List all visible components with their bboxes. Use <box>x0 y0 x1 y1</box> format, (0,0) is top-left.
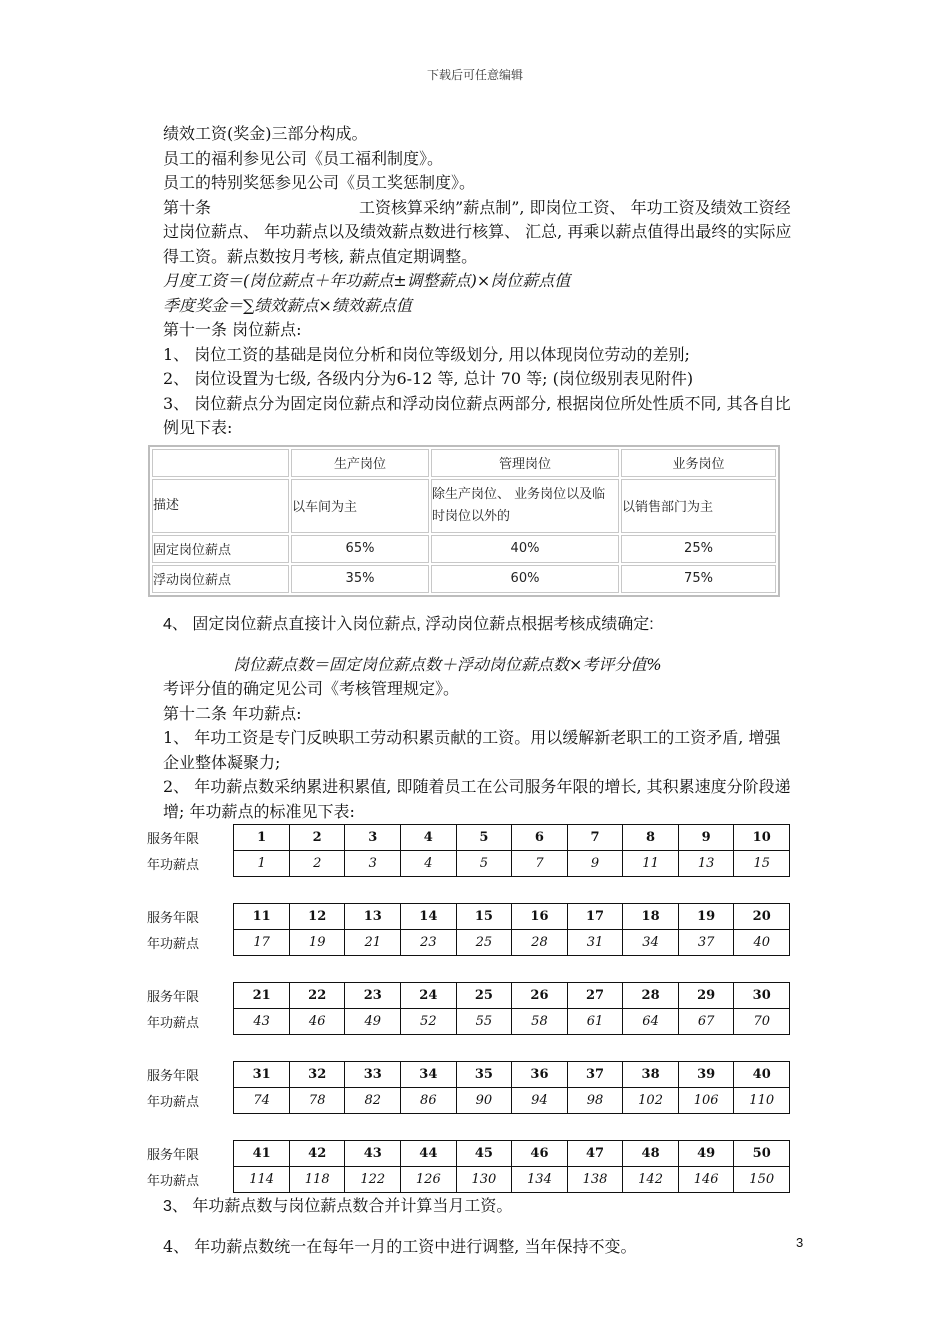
service-year-cell: 18 <box>623 904 679 930</box>
service-year-cell: 24 <box>401 983 457 1009</box>
service-year-cell: 37 <box>567 1062 623 1088</box>
seniority-points-row <box>147 1167 790 1193</box>
points-cell: 134 <box>512 1167 568 1193</box>
points-cell: 150 <box>734 1167 790 1193</box>
points-cell: 98 <box>567 1088 623 1114</box>
page-header: 下载后可任意编辑 <box>426 68 523 82</box>
service-year-cell: 46 <box>512 1141 568 1167</box>
points-cell: 94 <box>512 1088 568 1114</box>
table-cell: 以销售部门为主 <box>621 479 776 533</box>
points-cell: 31 <box>567 930 623 956</box>
service-year-cell: 13 <box>345 904 401 930</box>
article-12-title: 第十二条 年功薪点: <box>163 703 302 723</box>
seniority-table <box>147 982 790 1035</box>
table-header-row <box>152 449 776 477</box>
service-year-cell: 30 <box>734 983 790 1009</box>
points-cell: 7 <box>512 851 568 877</box>
points-cell: 37 <box>678 930 734 956</box>
article-10-text: 工资核算采纳”薪点制”, 即岗位工资、 年功工资及绩效工资经过岗位薪点、 年功薪点以及绩效薪点数进行核算、 汇总, 再乘以薪点值得出最终的实际应得工资。薪点数按月考核, 薪点值定期调整。 <box>163 197 792 266</box>
service-year-cell: 20 <box>734 904 790 930</box>
seniority-points-label: 年功薪点 <box>147 1088 234 1114</box>
service-year-cell: 4 <box>401 825 457 851</box>
service-years-row <box>147 825 790 851</box>
points-cell: 34 <box>623 930 679 956</box>
service-year-cell: 12 <box>289 904 345 930</box>
list-item: 3、 岗位薪点分为固定岗位薪点和浮动岗位薪点两部分, 根据岗位所处性质不同, 其各自比例见下表: <box>163 393 791 437</box>
position-points-ratio-table <box>148 445 780 597</box>
article-10 <box>163 196 793 270</box>
table-header-cell <box>152 449 289 477</box>
paragraph: 员工的福利参见公司《员工福利制度》。 <box>163 148 444 168</box>
service-year-cell: 33 <box>345 1062 401 1088</box>
service-year-cell: 40 <box>734 1062 790 1088</box>
service-years-label: 服务年限 <box>147 825 234 851</box>
points-cell: 49 <box>345 1009 401 1035</box>
points-cell: 86 <box>401 1088 457 1114</box>
points-cell: 9 <box>567 851 623 877</box>
service-year-cell: 10 <box>734 825 790 851</box>
service-year-cell: 3 <box>345 825 401 851</box>
service-year-cell: 49 <box>678 1141 734 1167</box>
table-cell: 25% <box>621 535 776 563</box>
service-year-cell: 7 <box>567 825 623 851</box>
points-cell: 3 <box>345 851 401 877</box>
points-cell: 55 <box>456 1009 512 1035</box>
points-cell: 118 <box>289 1167 345 1193</box>
service-year-cell: 1 <box>234 825 290 851</box>
service-year-cell: 19 <box>678 904 734 930</box>
table-header-cell: 生产岗位 <box>291 449 429 477</box>
service-years-label: 服务年限 <box>147 904 234 930</box>
seniority-points-row <box>147 1009 790 1035</box>
service-year-cell: 25 <box>456 983 512 1009</box>
list-item: 1、 年功工资是专门反映职工劳动积累贡献的工资。用以缓解新老职工的工资矛盾, 增强企业整体凝聚力; <box>163 728 781 772</box>
table-cell: 浮动岗位薪点 <box>152 565 289 593</box>
points-cell: 28 <box>512 930 568 956</box>
service-year-cell: 6 <box>512 825 568 851</box>
seniority-points-label: 年功薪点 <box>147 930 234 956</box>
formula-quarterly-bonus: 季度奖金＝∑绩效薪点×绩效薪点值 <box>163 295 412 315</box>
service-year-cell: 45 <box>456 1141 512 1167</box>
list-item: 2、 岗位设置为七级, 各级内分为6-12 等, 总计 70 等; (岗位级别表见附件) <box>163 369 694 388</box>
points-cell: 102 <box>623 1088 679 1114</box>
points-cell: 114 <box>234 1167 290 1193</box>
service-year-cell: 27 <box>567 983 623 1009</box>
points-cell: 82 <box>345 1088 401 1114</box>
seniority-points-row <box>147 851 790 877</box>
seniority-table <box>147 1061 790 1114</box>
service-year-cell: 5 <box>456 825 512 851</box>
service-years-label: 服务年限 <box>147 983 234 1009</box>
seniority-table <box>147 903 790 956</box>
service-year-cell: 31 <box>234 1062 290 1088</box>
points-cell: 70 <box>734 1009 790 1035</box>
points-cell: 110 <box>734 1088 790 1114</box>
service-year-cell: 22 <box>289 983 345 1009</box>
seniority-points-tables <box>147 824 793 1193</box>
points-cell: 58 <box>512 1009 568 1035</box>
service-year-cell: 2 <box>289 825 345 851</box>
service-years-label: 服务年限 <box>147 1062 234 1088</box>
service-year-cell: 34 <box>401 1062 457 1088</box>
points-cell: 46 <box>289 1009 345 1035</box>
service-year-cell: 9 <box>678 825 734 851</box>
seniority-points-label: 年功薪点 <box>147 851 234 877</box>
table-header-cell: 管理岗位 <box>431 449 619 477</box>
table-row <box>152 565 776 593</box>
points-cell: 78 <box>289 1088 345 1114</box>
seniority-points-label: 年功薪点 <box>147 1167 234 1193</box>
points-cell: 25 <box>456 930 512 956</box>
table-cell: 75% <box>621 565 776 593</box>
list-item: 4、 年功薪点数统一在每年一月的工资中进行调整, 当年保持不变。 <box>163 1237 637 1256</box>
points-cell: 2 <box>289 851 345 877</box>
service-year-cell: 28 <box>623 983 679 1009</box>
points-cell: 15 <box>734 851 790 877</box>
points-cell: 106 <box>678 1088 734 1114</box>
points-cell: 23 <box>401 930 457 956</box>
table-row <box>152 479 776 533</box>
service-year-cell: 17 <box>567 904 623 930</box>
table-row <box>152 535 776 563</box>
service-years-row <box>147 983 790 1009</box>
service-year-cell: 29 <box>678 983 734 1009</box>
service-year-cell: 16 <box>512 904 568 930</box>
points-cell: 5 <box>456 851 512 877</box>
table-cell: 以车间为主 <box>291 479 429 533</box>
article-11-title: 第十一条 岗位薪点: <box>163 320 302 339</box>
service-year-cell: 14 <box>401 904 457 930</box>
service-year-cell: 8 <box>623 825 679 851</box>
points-cell: 74 <box>234 1088 290 1114</box>
document-body <box>147 122 793 1260</box>
points-cell: 67 <box>678 1009 734 1035</box>
table-cell: 60% <box>431 565 619 593</box>
points-cell: 142 <box>623 1167 679 1193</box>
points-cell: 146 <box>678 1167 734 1193</box>
service-year-cell: 23 <box>345 983 401 1009</box>
service-years-label: 服务年限 <box>147 1141 234 1167</box>
points-cell: 64 <box>623 1009 679 1035</box>
service-year-cell: 43 <box>345 1141 401 1167</box>
service-year-cell: 35 <box>456 1062 512 1088</box>
list-item: 4、 固定岗位薪点直接计入岗位薪点, 浮动岗位薪点根据考核成绩确定: <box>163 615 654 633</box>
paragraph: 员工的特别奖惩参见公司《员工奖惩制度》。 <box>163 173 476 192</box>
article-10-title: 第十条 <box>163 197 212 217</box>
points-cell: 1 <box>234 851 290 877</box>
service-years-row <box>147 904 790 930</box>
points-cell: 90 <box>456 1088 512 1114</box>
points-cell: 43 <box>234 1009 290 1035</box>
page-number: 3 <box>796 1235 804 1250</box>
table-cell: 固定岗位薪点 <box>152 535 289 563</box>
points-cell: 138 <box>567 1167 623 1193</box>
points-cell: 122 <box>345 1167 401 1193</box>
table-cell: 40% <box>431 535 619 563</box>
table-cell: 35% <box>291 565 429 593</box>
table-cell: 65% <box>291 535 429 563</box>
formula-position-points: 岗位薪点数＝固定岗位薪点数＋浮动岗位薪点数×考评分值% <box>233 654 662 674</box>
service-year-cell: 36 <box>512 1062 568 1088</box>
points-cell: 19 <box>289 930 345 956</box>
service-years-row <box>147 1141 790 1167</box>
service-year-cell: 44 <box>401 1141 457 1167</box>
service-year-cell: 39 <box>678 1062 734 1088</box>
service-year-cell: 42 <box>289 1141 345 1167</box>
service-year-cell: 11 <box>234 904 290 930</box>
table-header-cell: 业务岗位 <box>621 449 776 477</box>
seniority-table <box>147 824 790 877</box>
service-year-cell: 15 <box>456 904 512 930</box>
seniority-table <box>147 1140 790 1193</box>
list-item: 3、 年功薪点数与岗位薪点数合并计算当月工资。 <box>163 1198 513 1215</box>
service-year-cell: 50 <box>734 1141 790 1167</box>
points-cell: 13 <box>678 851 734 877</box>
service-year-cell: 48 <box>623 1141 679 1167</box>
service-year-cell: 47 <box>567 1141 623 1167</box>
service-year-cell: 38 <box>623 1062 679 1088</box>
seniority-points-row <box>147 930 790 956</box>
paragraph: 绩效工资(奖金)三部分构成。 <box>163 124 368 143</box>
list-item: 1、 岗位工资的基础是岗位分析和岗位等级划分, 用以体现岗位劳动的差别; <box>163 344 690 364</box>
service-year-cell: 32 <box>289 1062 345 1088</box>
table-cell: 描述 <box>152 479 289 533</box>
points-cell: 11 <box>623 851 679 877</box>
service-year-cell: 41 <box>234 1141 290 1167</box>
service-year-cell: 21 <box>234 983 290 1009</box>
paragraph: 考评分值的确定见公司《考核管理规定》。 <box>163 679 460 698</box>
service-year-cell: 26 <box>512 983 568 1009</box>
formula-monthly-wage: 月度工资＝(岗位薪点＋年功薪点±调整薪点)×岗位薪点值 <box>163 271 571 290</box>
seniority-points-label: 年功薪点 <box>147 1009 234 1035</box>
list-item: 2、 年功薪点数采纳累进积累值, 即随着员工在公司服务年限的增长, 其积累速度分阶段递增; 年功薪点的标准见下表: <box>163 777 791 821</box>
points-cell: 126 <box>401 1167 457 1193</box>
points-cell: 4 <box>401 851 457 877</box>
points-cell: 40 <box>734 930 790 956</box>
seniority-points-row <box>147 1088 790 1114</box>
points-cell: 21 <box>345 930 401 956</box>
service-years-row <box>147 1062 790 1088</box>
points-cell: 61 <box>567 1009 623 1035</box>
table-cell: 除生产岗位、 业务岗位以及临时岗位以外的 <box>431 479 619 533</box>
points-cell: 52 <box>401 1009 457 1035</box>
points-cell: 130 <box>456 1167 512 1193</box>
points-cell: 17 <box>234 930 290 956</box>
